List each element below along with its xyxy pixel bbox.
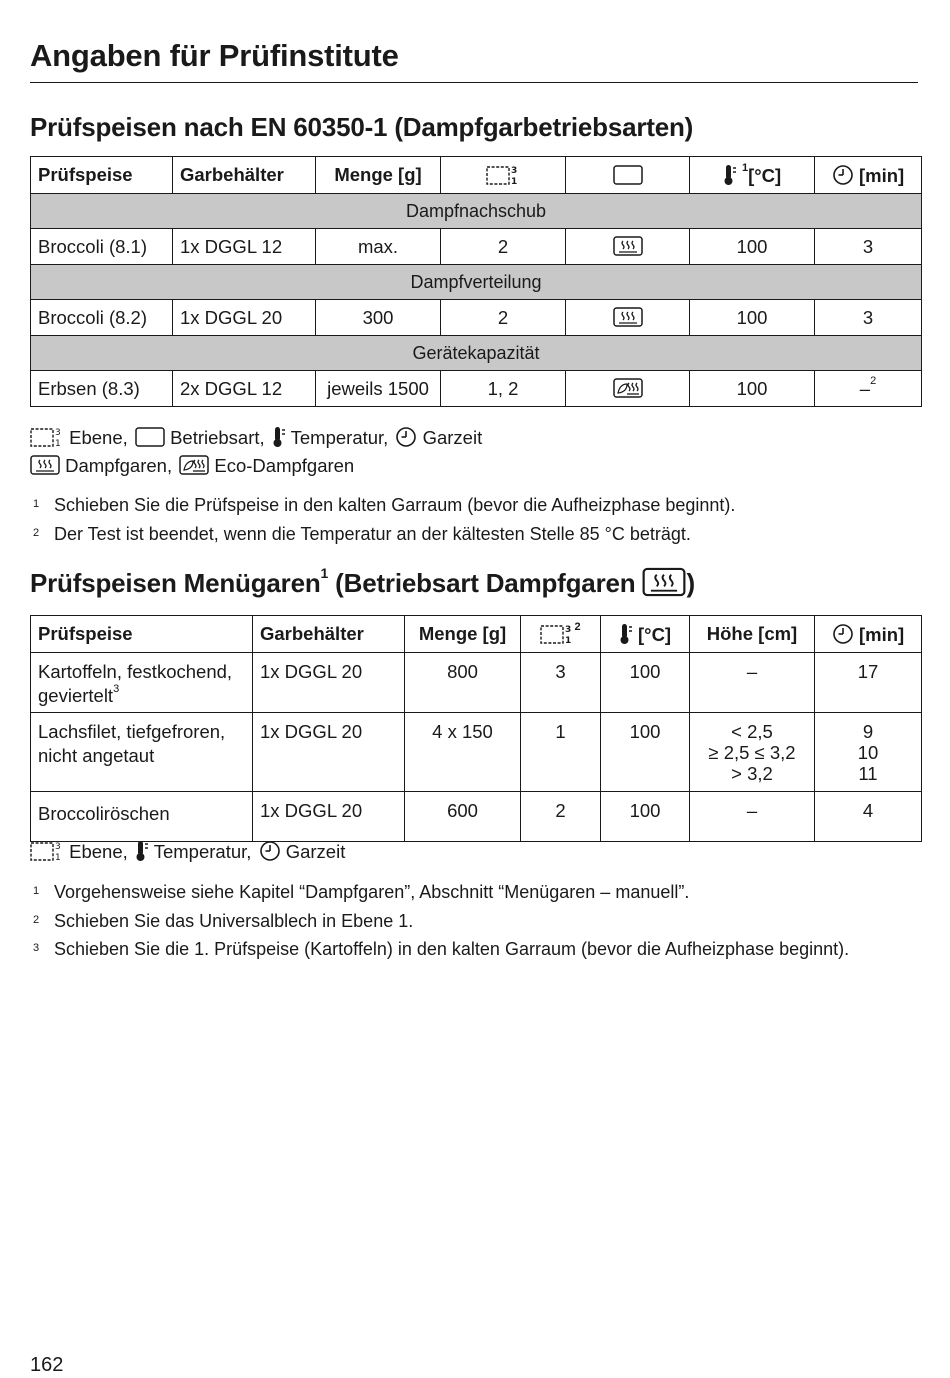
time-value: 9 [862,721,874,743]
footnote-number: 2 [33,526,40,539]
time-value: 10 [857,742,879,764]
footnote-text: Der Test ist beendet, wenn die Temperatur an der kältesten Stelle 85 °C beträgt. [54,523,691,544]
legend-line [30,452,484,480]
cell-time [815,713,922,792]
table-row [31,713,922,792]
header-amount: Menge [g] [316,157,441,194]
group-row [31,265,922,300]
table-row [31,792,922,842]
steam-cooking-icon [642,566,686,598]
footnotes-2 [30,878,849,964]
header-temp: [°C] [638,623,672,645]
height-value: ≥ 2,5 ≤ 3,2 [708,742,796,764]
cell-container: 1x DGGL 20 [253,653,405,713]
group-row [31,336,922,371]
legend-level: Ebene, [69,427,128,448]
cell-amount: jeweils 1500 [316,371,441,407]
cell-container: 1x DGGL 20 [173,300,316,336]
footnote [30,907,849,936]
temperature-icon [272,426,286,448]
cell-container: 2x DGGL 12 [173,371,316,407]
cell-level: 3 [521,653,601,713]
cell-temp: 100 [601,792,690,842]
level-icon [30,426,64,448]
clock-icon [395,426,417,448]
menu-cooking-table [30,615,922,842]
header-level-footnote: 2 [574,621,581,634]
cell-container: 1x DGGL 20 [253,713,405,792]
cell-time: 3 [815,300,922,336]
legend-time: Garzeit [285,841,346,862]
cell-temp: 100 [601,653,690,713]
cell-container: 1x DGGL 12 [173,229,316,265]
height-value: < 2,5 [731,721,773,743]
section2-title [30,566,695,599]
level-icon [30,840,64,862]
table-row [31,371,922,407]
section1-title: Prüfspeisen nach EN 60350-1 (Dampfgarbetriebsarten) [30,112,694,142]
cell-container: 1x DGGL 20 [253,792,405,842]
operating-mode-icon [135,426,165,448]
steam-cooking-icon [613,306,643,328]
header-food: Prüfspeise [31,157,173,194]
group-label: Dampfnachschub [31,194,922,229]
section2-title-footnote: 1 [320,565,329,582]
cell-food: Broccoliröschen [38,803,170,825]
legend-line [30,424,484,452]
footnote-number: 3 [33,942,40,954]
operating-mode-icon [613,164,643,186]
cell-level: 2 [441,229,566,265]
cell-time: – [859,377,871,399]
header-time: [min] [858,623,905,645]
page-number: 162 [30,1354,64,1376]
temperature-icon [135,840,149,862]
section2-title-close: ) [686,568,695,598]
footnote [30,491,735,520]
cell-height [690,713,815,792]
cell-temp: 100 [690,229,815,265]
group-label: Gerätekapazität [31,336,922,371]
footnote-text: Schieben Sie das Universalblech in Ebene 1. [54,910,414,931]
cell-time-footnote: 2 [870,375,877,388]
level-icon [486,164,520,186]
footnote [30,935,849,964]
cell-food: Broccoli (8.1) [31,229,173,265]
cell-amount: 300 [316,300,441,336]
legend-2 [30,838,347,866]
cell-time: 17 [815,653,922,713]
cell-height: – [690,792,815,842]
test-food-table [30,156,922,407]
legend-temp: Temperatur, [290,427,389,448]
eco-steam-cooking-icon [179,454,209,476]
cell-amount: max. [316,229,441,265]
cell-height: – [690,653,815,713]
section2-title-rest: (Betriebsart Dampfgaren [335,568,636,598]
footnote-text: Vorgehensweise siehe Kapitel “Dampfgaren”, Abschnitt “Menügaren – manuell”. [54,882,690,902]
cell-level: 2 [521,792,601,842]
header-temp-footnote: 1 [741,162,749,175]
header-container: Garbehälter [253,616,405,653]
table-header-row [31,616,922,653]
clock-icon [832,623,854,645]
legend-1 [30,424,484,480]
cell-time: 4 [815,792,922,842]
header-amount: Menge [g] [405,616,521,653]
footnote [30,878,849,907]
time-value: 11 [858,763,878,785]
legend-eco: Eco-Dampfgaren [214,455,355,476]
footnote-number: 1 [33,885,40,897]
temperature-icon [723,164,737,186]
cell-amount: 4 x 150 [405,713,521,792]
footnote [30,520,735,549]
steam-cooking-icon [30,454,60,476]
header-temp: [°C] [748,164,782,186]
level-icon [540,623,574,645]
table-header-row [31,157,922,194]
group-row [31,194,922,229]
clock-icon [832,164,854,186]
cell-temp: 100 [690,371,815,407]
footnote-text: Schieben Sie die 1. Prüfspeise (Kartoffeln) in den kalten Garraum (bevor die Aufheizphase beginnt). [54,939,850,959]
cell-food: Lachsfilet, tiefgefroren, nicht angetaut [38,721,226,767]
header-height: Höhe [cm] [690,616,815,653]
legend-mode: Betriebsart, [170,427,265,448]
cell-temp: 100 [690,300,815,336]
cell-amount: 600 [405,792,521,842]
legend-steam: Dampfgaren, [65,455,173,476]
cell-food: Kartoffeln, festkochend, geviertelt [38,661,233,707]
cell-time: 3 [815,229,922,265]
page-title: Angaben für Prüfinstitute [30,38,918,83]
footnote-number: 2 [33,913,40,926]
table-row [31,300,922,336]
header-container: Garbehälter [173,157,316,194]
footnote-number: 1 [33,498,40,510]
eco-steam-cooking-icon [613,377,643,399]
cell-level: 1 [521,713,601,792]
header-time: [min] [858,164,905,186]
legend-temp: Temperatur, [153,841,252,862]
legend-time: Garzeit [422,427,483,448]
temperature-icon [619,623,633,645]
table-row [31,653,922,713]
cell-food-footnote: 3 [113,683,120,695]
legend-level: Ebene, [69,841,128,862]
section2-title-main: Prüfspeisen Menügaren [30,568,321,598]
legend-line [30,838,347,866]
cell-food: Broccoli (8.2) [31,300,173,336]
cell-amount: 800 [405,653,521,713]
clock-icon [259,840,281,862]
cell-level: 1, 2 [441,371,566,407]
footnotes-1 [30,491,735,548]
header-food: Prüfspeise [31,616,253,653]
footnote-text: Schieben Sie die Prüfspeise in den kalten Garraum (bevor die Aufheizphase beginnt). [54,495,736,515]
steam-cooking-icon [613,235,643,257]
cell-food: Erbsen (8.3) [31,371,173,407]
table-row [31,229,922,265]
cell-temp: 100 [601,713,690,792]
height-value: > 3,2 [731,763,773,785]
group-label: Dampfverteilung [31,265,922,300]
cell-level: 2 [441,300,566,336]
